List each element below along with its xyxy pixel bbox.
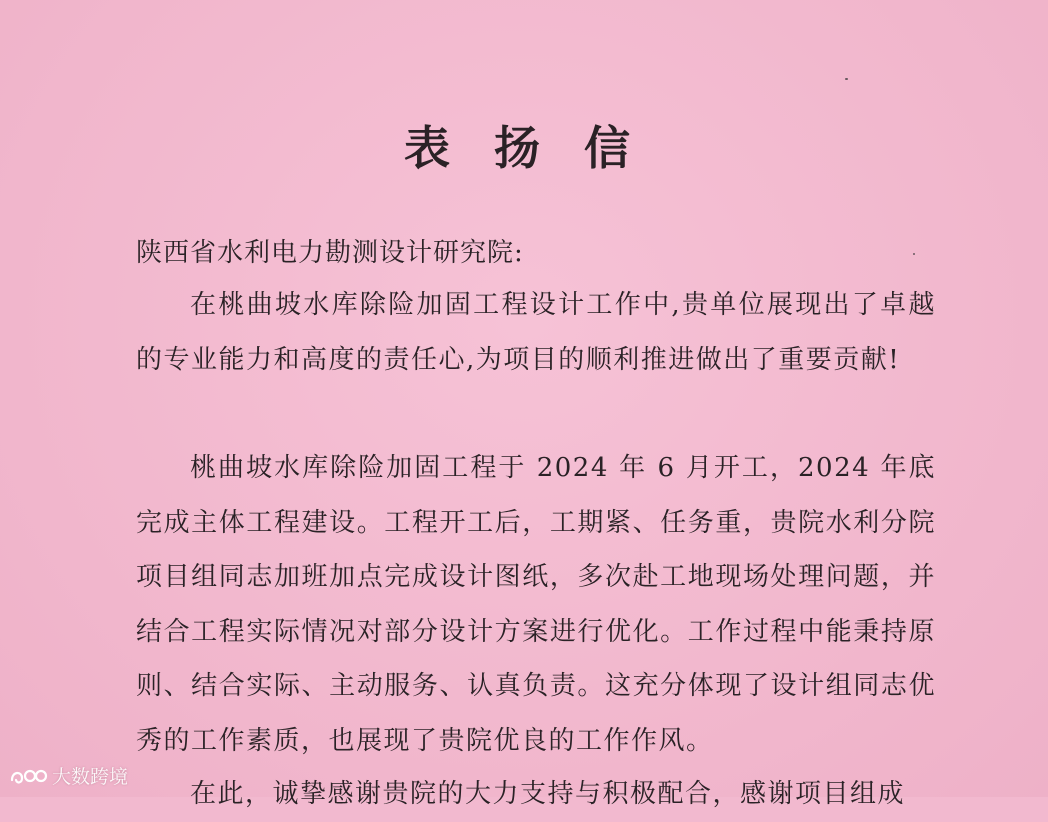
letter-salutation: 陕西省水利电力勘测设计研究院: xyxy=(136,238,524,268)
letter-paragraph-2: 桃曲坡水库除险加固工程于 2024 年 6 月开工，2024 年底完成主体工程建设。工程开工后，工期紧、任务重，贵院水利分院项目组同志加班加点完成设计图纸，多次赴工地现场处理问题，并结合工程实际情况对部分设计方案进行优化。工作过程中能秉持原则、结合实际、主动服务、认真负责。这充分体现了设计组同志优秀的工作素质，也展现了贵院优良的工作作风。 xyxy=(136,453,936,756)
letter-paragraph-3: 在此，诚挚感谢贵院的大力支持与积极配合，感谢项目组成 xyxy=(190,779,906,809)
watermark xyxy=(8,762,128,789)
paper-speck xyxy=(913,253,915,255)
paper-speck xyxy=(845,78,848,80)
dsk-logo-icon xyxy=(8,765,48,787)
letter-paragraph-1: 在桃曲坡水库除险加固工程设计工作中,贵单位展现出了卓越的专业能力和高度的责任心,为项目的顺利推进做出了重要贡献! xyxy=(136,290,936,375)
letter-title: 表 扬 信 xyxy=(403,121,645,175)
watermark-text: 大数跨境 xyxy=(52,766,129,788)
